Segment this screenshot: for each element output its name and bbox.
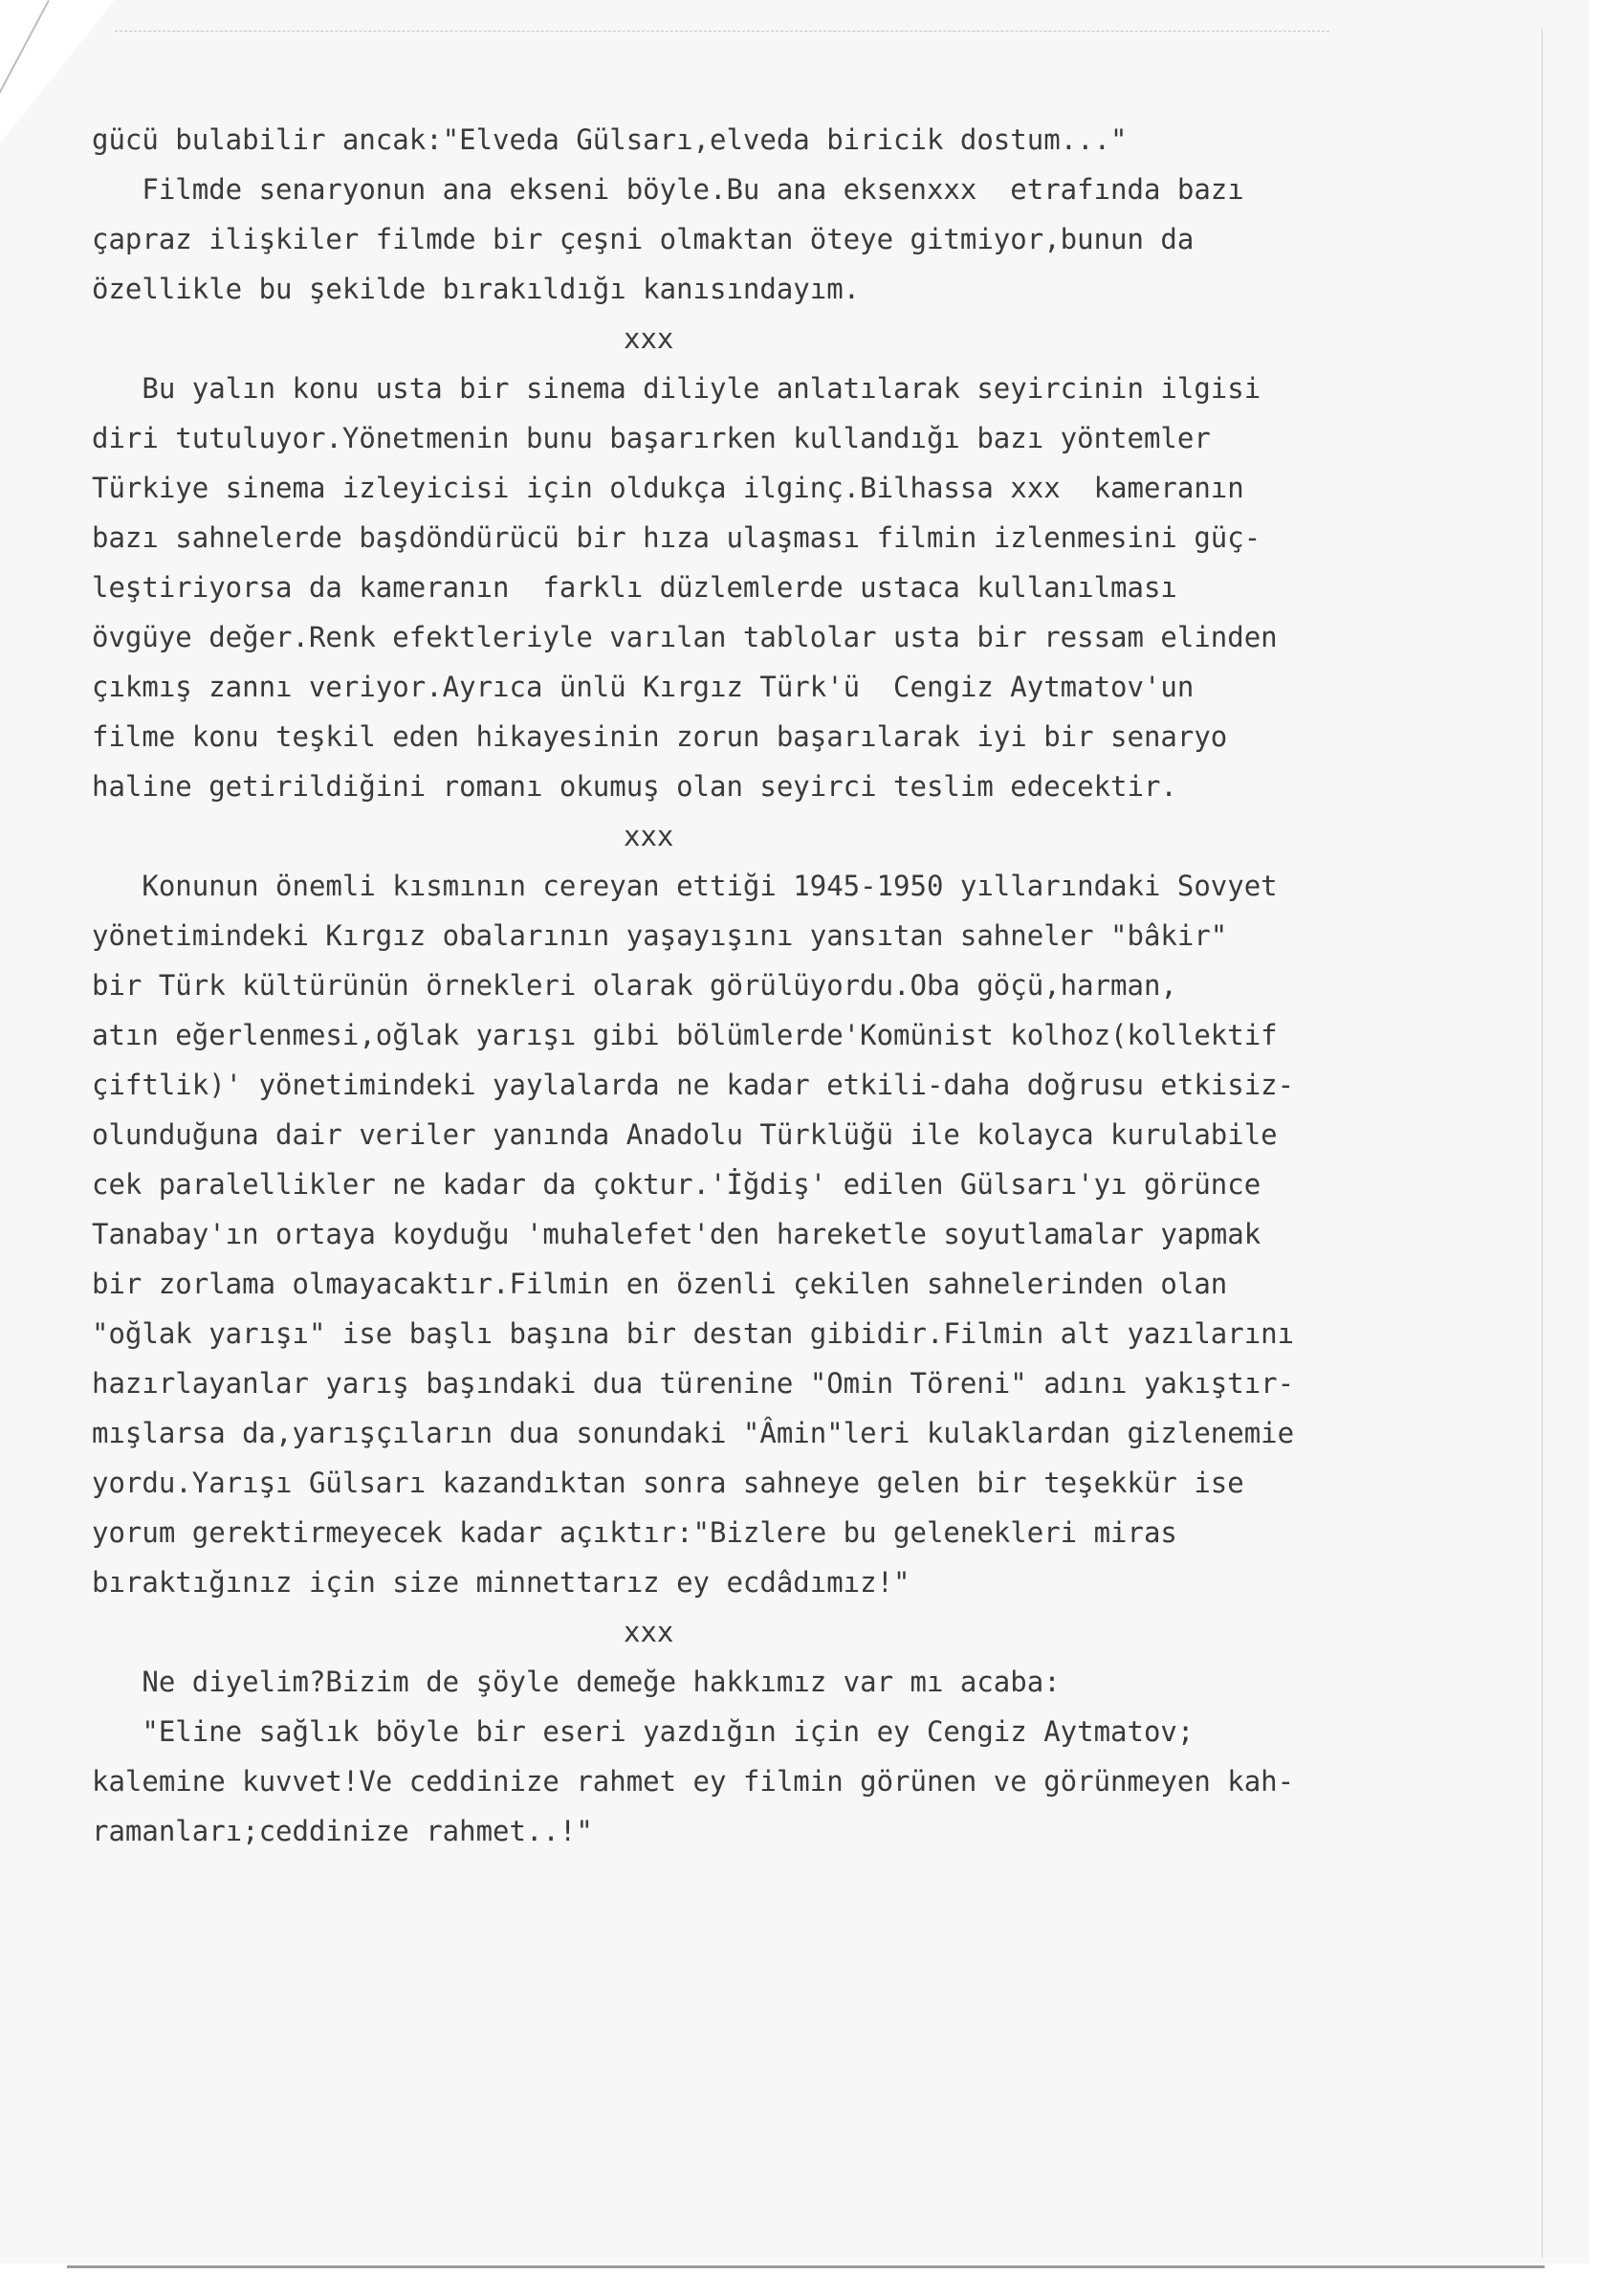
text-line: çıkmış zannı veriyor.Ayrıca ünlü Kırgız Türk'ü Cengiz Aytmatov'un xyxy=(92,671,1195,703)
text-line: özellikle bu şekilde bırakıldığı kanısındayım. xyxy=(92,273,861,305)
text-line: Filmde senaryonun ana ekseni böyle.Bu ana eksenxxx etrafında bazı xyxy=(92,173,1244,206)
text-line: yordu.Yarışı Gülsarı kazandıktan sonra sahneye gelen bir teşekkür ise xyxy=(92,1467,1244,1499)
text-line: yorum gerektirmeyecek kadar açıktır:"Bizlere bu gelenekleri miras xyxy=(92,1516,1177,1549)
right-edge-line xyxy=(1542,29,1543,2258)
text-line: çiftlik)' yönetimindeki yaylalarda ne kadar etkili-daha doğrusu etkisiz- xyxy=(92,1069,1295,1101)
text-line: hazırlayanlar yarış başındaki dua türenine "Omin Töreni" adını yakıştır- xyxy=(92,1367,1295,1400)
text-line: kalemine kuvvet!Ve ceddinize rahmet ey filmin görünen ve görünmeyen kah- xyxy=(92,1765,1295,1798)
text-line: bazı sahnelerde başdöndürücü bir hıza ulaşması filmin izlenmesini güç- xyxy=(92,521,1261,554)
text-line: Bu yalın konu usta bir sinema diliyle anlatılarak seyircinin ilgisi xyxy=(92,372,1261,405)
text-line: ramanları;ceddinize rahmet..!" xyxy=(92,1815,593,1847)
section-separator: xxx xyxy=(624,1616,674,1648)
text-line: çapraz ilişkiler filmde bir çeşni olmaktan öteye gitmiyor,bunun da xyxy=(92,223,1195,255)
text-line: Tanabay'ın ortaya koyduğu 'muhalefet'den hareketle soyutlamalar yapmak xyxy=(92,1218,1261,1250)
text-line: Konunun önemli kısmının cereyan ettiği 1945-1950 yıllarındaki Sovyet xyxy=(92,870,1278,902)
bottom-edge-line xyxy=(67,2265,1545,2268)
text-line: gücü bulabilir ancak:"Elveda Gülsarı,elveda biricik dostum..." xyxy=(92,123,1128,156)
text-line: filme konu teşkil eden hikayesinin zorun başarılarak iyi bir senaryo xyxy=(92,720,1228,753)
text-line: bir Türk kültürünün örnekleri olarak görülüyordu.Oba göçü,harman, xyxy=(92,969,1177,1002)
text-line: cek paralellikler ne kadar da çoktur.'İğdiş' edilen Gülsarı'yı görünce xyxy=(92,1168,1261,1201)
text-line: haline getirildiğini romanı okumuş olan seyirci teslim edecektir. xyxy=(92,770,1177,803)
text-line: atın eğerlenmesi,oğlak yarışı gibi bölümlerde'Komünist kolhoz(kollektif xyxy=(92,1019,1278,1051)
text-line: diri tutuluyor.Yönetmenin bunu başarırken kullandığı bazı yöntemler xyxy=(92,422,1211,454)
text-line: övgüye değer.Renk efektleriyle varılan tablolar usta bir ressam elinden xyxy=(92,621,1278,653)
text-line: bıraktığınız için size minnettarız ey ecdâdımız!" xyxy=(92,1566,910,1599)
text-line: yönetimindeki Kırgız obalarının yaşayışını yansıtan sahneler "bâkir" xyxy=(92,919,1228,952)
text-line: mışlarsa da,yarışçıların dua sonundaki "Âmin"leri kulaklardan gizlenemie xyxy=(92,1417,1295,1449)
text-line: leştiriyorsa da kameranın farklı düzlemlerde ustaca kullanılması xyxy=(92,571,1177,604)
text-line: olunduğuna dair veriler yanında Anadolu Türklüğü ile kolayca kurulabile xyxy=(92,1118,1278,1151)
text-line: Türkiye sinema izleyicisi için oldukça ilginç.Bilhassa xxx kameranın xyxy=(92,472,1244,504)
page-right-margin xyxy=(1589,0,1623,2296)
section-separator: xxx xyxy=(624,322,674,355)
typewritten-text xyxy=(92,115,1526,1856)
page-bottom-margin xyxy=(0,2263,1623,2296)
section-separator: xxx xyxy=(624,820,674,852)
top-edge-line xyxy=(115,31,1329,33)
text-line: bir zorlama olmayacaktır.Filmin en özenli çekilen sahnelerinden olan xyxy=(92,1268,1228,1300)
text-line: Ne diyelim?Bizim de şöyle demeğe hakkımız var mı acaba: xyxy=(92,1666,1061,1698)
text-line: "oğlak yarışı" ise başlı başına bir destan gibidir.Filmin alt yazılarını xyxy=(92,1317,1295,1350)
text-line: "Eline sağlık böyle bir eseri yazdığın için ey Cengiz Aytmatov; xyxy=(92,1715,1195,1748)
